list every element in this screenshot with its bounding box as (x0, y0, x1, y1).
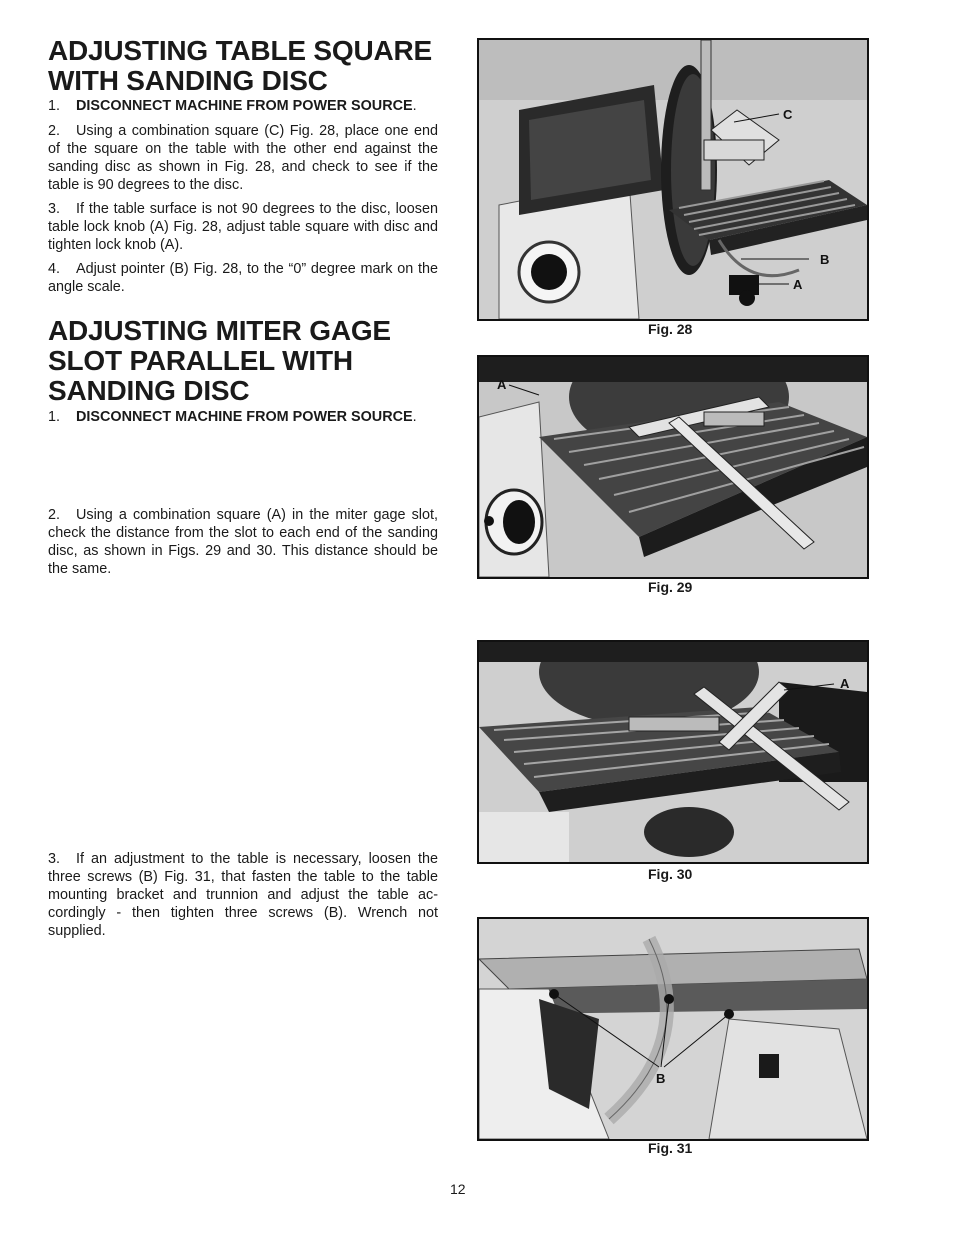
heading-line: ADJUSTING MITER GAGE (48, 315, 391, 346)
section-heading-miter-gage (48, 316, 391, 406)
step-number: 3. (48, 851, 61, 867)
step-text: . (412, 98, 417, 114)
figure-29-photo (477, 355, 869, 579)
trunnion-screws-image (479, 919, 867, 1139)
figure-29-caption: Fig. 29 (648, 579, 693, 595)
callout-b: B (656, 1071, 666, 1086)
section-heading-table-square (48, 36, 432, 96)
step-number: 2. (48, 507, 61, 523)
step-text: If an adjustment to the table is necessary, loosen the three screws (B) Fig. 31, that fasten the table to the table mounting bracket and trunnion and adjust the table ac-cordingly - then tighten three screws (B). Wrench not supplied. (48, 851, 438, 939)
figure-30-caption: Fig. 30 (648, 866, 693, 882)
callout-a: A (497, 377, 507, 392)
step-number: 2. (48, 123, 61, 139)
step-4 (48, 260, 438, 296)
step-text: Using a combination square (C) Fig. 28, place one end of the square on the table with the other end against the sanding disc as shown in Fig. 28, and check to see if the table is 90 degrees to the disc. (48, 123, 438, 193)
step-3 (48, 200, 438, 254)
callout-b: B (820, 252, 830, 267)
heading-line: SLOT PARALLEL WITH (48, 345, 353, 376)
step-number: 3. (48, 201, 61, 217)
step-3 (48, 850, 438, 940)
step-1 (48, 408, 438, 426)
step-number: 1. (48, 409, 61, 425)
step-text: . (412, 409, 417, 425)
figure-31-caption: Fig. 31 (648, 1140, 693, 1156)
callout-a: A (793, 277, 803, 292)
step-text: Adjust pointer (B) Fig. 28, to the “0” degree mark on the angle scale. (48, 261, 438, 295)
step-text: Using a combination square (A) in the miter gage slot, check the distance from the slot to each end of the sanding disc, as shown in Figs. 29 and 30. This distance should be the same. (48, 507, 438, 577)
step-1 (48, 97, 438, 115)
warning-text: DISCONNECT MACHINE FROM POWER SOURCE (76, 409, 413, 425)
step-2 (48, 122, 438, 194)
figure-31-photo (477, 917, 869, 1141)
callout-c: C (783, 107, 793, 122)
page-number: 12 (450, 1181, 466, 1197)
step-number: 1. (48, 98, 61, 114)
warning-text: DISCONNECT MACHINE FROM POWER SOURCE (76, 98, 413, 114)
miter-slot-check-image-2 (479, 642, 867, 862)
step-2 (48, 506, 438, 578)
heading-line: ADJUSTING TABLE SQUARE (48, 35, 432, 66)
heading-line: WITH SANDING DISC (48, 65, 328, 96)
step-number: 4. (48, 261, 61, 277)
callout-a: A (840, 676, 850, 691)
step-text: If the table surface is not 90 degrees to the disc, loosen table lock knob (A) Fig. 28, adjust table square with disc and tighten lock knob (A). (48, 201, 438, 253)
miter-slot-check-image-1 (479, 357, 867, 577)
figure-30-photo (477, 640, 869, 864)
figure-28-caption: Fig. 28 (648, 321, 693, 337)
heading-line: SANDING DISC (48, 375, 250, 406)
figure-28-photo (477, 38, 869, 321)
sander-table-square-image (479, 40, 867, 319)
